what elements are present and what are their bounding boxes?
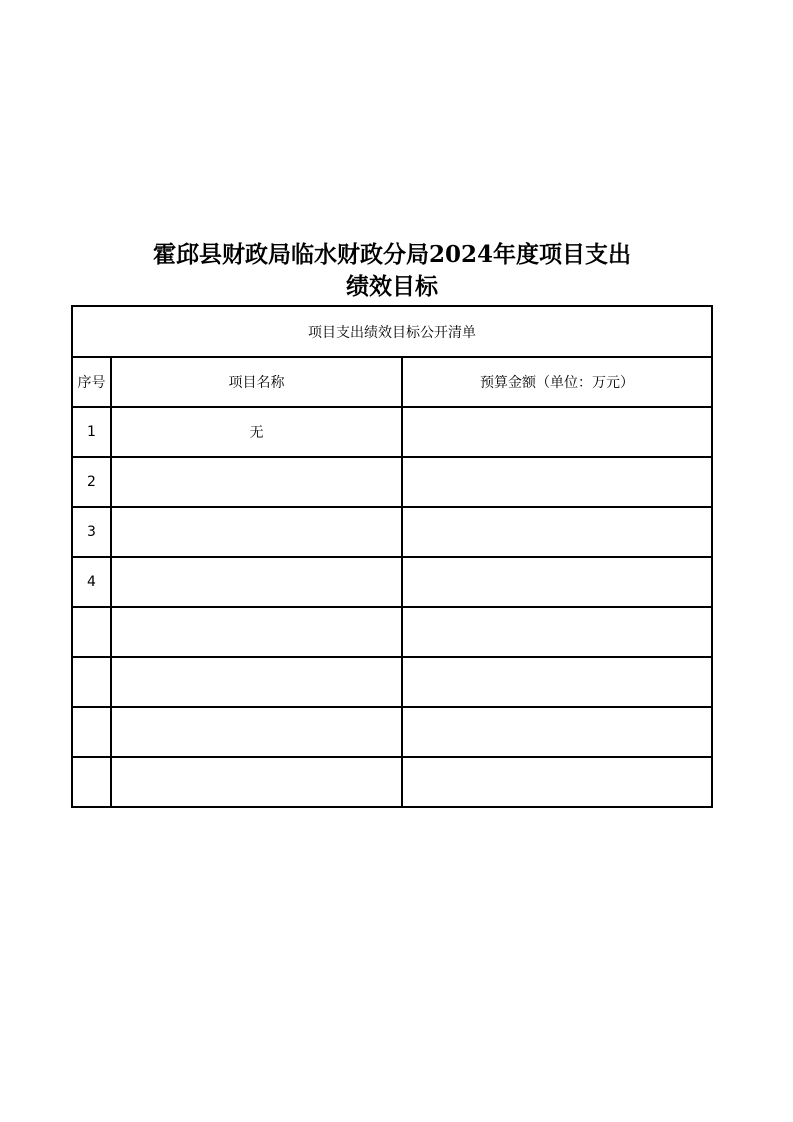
cell-index: 3: [72, 507, 111, 557]
table-caption: 项目支出绩效目标公开清单: [72, 306, 712, 357]
cell-project-name: [111, 657, 402, 707]
document-title-line2: 绩效目标: [346, 273, 438, 300]
header-budget-amount: 预算金额（单位：万元）: [402, 357, 712, 407]
cell-index: 1: [72, 407, 111, 457]
header-index: 序号: [72, 357, 111, 407]
table-header-row: [72, 357, 712, 407]
cell-budget-amount: [402, 507, 712, 557]
cell-project-name: [111, 457, 402, 507]
table-row: [72, 757, 712, 807]
cell-index: 2: [72, 457, 111, 507]
cell-budget-amount: [402, 657, 712, 707]
cell-budget-amount: [402, 457, 712, 507]
cell-project-name: [111, 707, 402, 757]
cell-budget-amount: [402, 407, 712, 457]
table-row: [72, 557, 712, 607]
cell-budget-amount: [402, 557, 712, 607]
table-row: [72, 607, 712, 657]
cell-index: [72, 607, 111, 657]
cell-index: [72, 657, 111, 707]
cell-budget-amount: [402, 757, 712, 807]
table-row: [72, 707, 712, 757]
cell-project-name: 无: [111, 407, 402, 457]
cell-project-name: [111, 607, 402, 657]
table-caption-row: [72, 306, 712, 357]
cell-index: [72, 707, 111, 757]
cell-project-name: [111, 557, 402, 607]
cell-project-name: [111, 507, 402, 557]
table-row: [72, 407, 712, 457]
cell-index: [72, 757, 111, 807]
table-row: [72, 657, 712, 707]
header-project-name: 项目名称: [111, 357, 402, 407]
cell-budget-amount: [402, 707, 712, 757]
cell-project-name: [111, 757, 402, 807]
document-title-line1: 霍邱县财政局临水财政分局2024年度项目支出: [152, 241, 631, 268]
table-row: [72, 457, 712, 507]
cell-budget-amount: [402, 607, 712, 657]
project-expenditure-table: [71, 305, 713, 808]
table-row: [72, 507, 712, 557]
cell-index: 4: [72, 557, 111, 607]
